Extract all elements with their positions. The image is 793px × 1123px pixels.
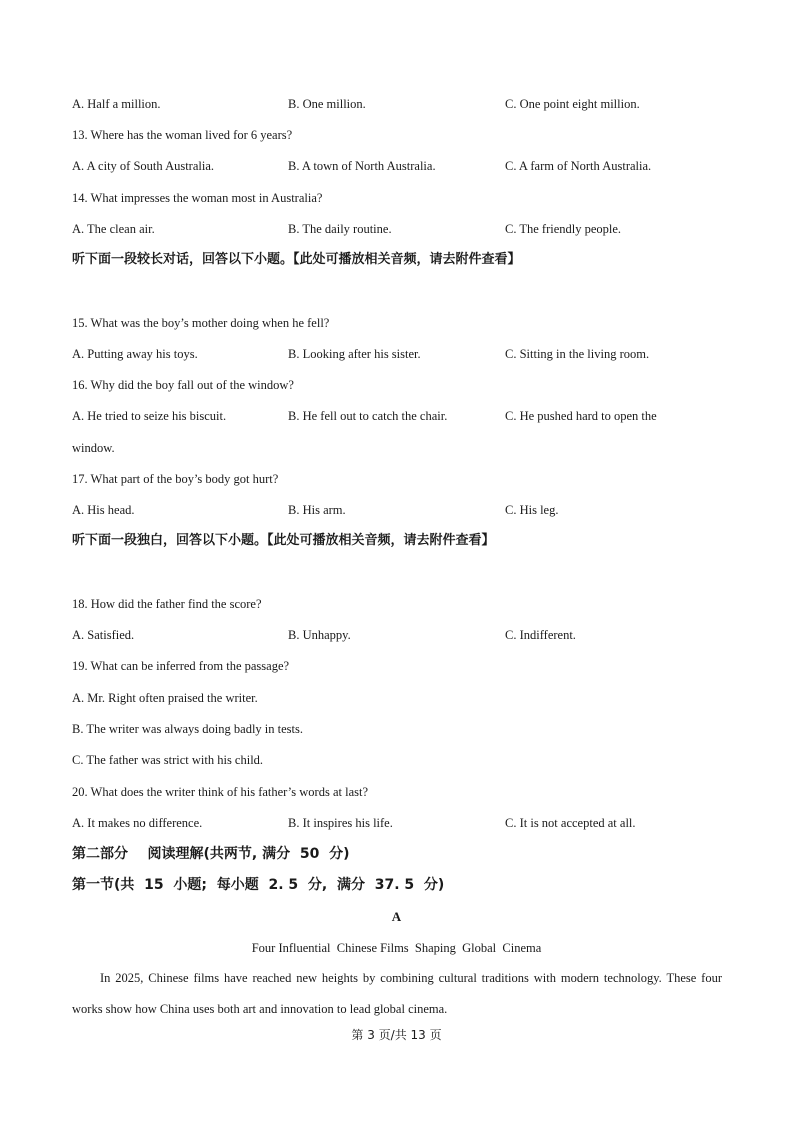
q12-option-b: B. One million.: [288, 97, 366, 111]
listening-instruction-2: 听下面一段独白，回答以下小题。【此处可播放相关音频，请去附件查看】: [72, 533, 495, 548]
passage-letter: A: [391, 909, 402, 924]
passage-title: Four Influential Chinese Films Shaping Global Cinema: [251, 941, 542, 955]
q14-option-c: C. The friendly people.: [505, 222, 622, 236]
q15-option-a: A. Putting away his toys.: [72, 347, 198, 361]
q14-option-b: B. The daily routine.: [288, 222, 392, 236]
page-footer: 第 3 页/共 13 页: [351, 1028, 442, 1042]
q16-option-b: B. He fell out to catch the chair.: [288, 409, 448, 423]
section-one-heading: 第一节(共 15 小题; 每小题 2. 5 分, 满分 37. 5 分): [72, 877, 445, 893]
q19-option-c: C. The father was strict with his child.: [72, 753, 264, 767]
q20-option-c: C. It is not accepted at all.: [505, 816, 636, 830]
passage-paragraph-1: In 2025, Chinese films have reached new heights by combining cultural traditions with modern technology. These four works show how China uses both art and innovation to lead global cinema.: [72, 971, 722, 1016]
q20-option-a: A. It makes no difference.: [72, 816, 203, 830]
question-18: 18. How did the father find the score?: [72, 597, 262, 611]
q17-option-a: A. His head.: [72, 503, 135, 517]
q16-option-a: A. He tried to seize his biscuit.: [72, 409, 227, 423]
question-17: 17. What part of the boy’s body got hurt?: [72, 472, 279, 486]
q12-option-c: C. One point eight million.: [505, 97, 640, 111]
q18-option-c: C. Indifferent.: [505, 628, 576, 642]
q19-option-a: A. Mr. Right often praised the writer.: [72, 691, 258, 705]
q15-option-c: C. Sitting in the living room.: [505, 347, 650, 361]
part-two-heading: 第二部分 阅读理解(共两节, 满分 50 分): [72, 846, 350, 862]
q17-option-b: B. His arm.: [288, 503, 346, 517]
question-15: 15. What was the boy’s mother doing when he fell?: [72, 316, 330, 330]
q16-option-c: C. He pushed hard to open the: [505, 409, 657, 423]
q15-option-b: B. Looking after his sister.: [288, 347, 421, 361]
question-20: 20. What does the writer think of his father’s words at last?: [72, 785, 368, 799]
q13-option-c: C. A farm of North Australia.: [505, 159, 652, 173]
q20-option-b: B. It inspires his life.: [288, 816, 393, 830]
question-19: 19. What can be inferred from the passage?: [72, 659, 290, 673]
q13-option-b: B. A town of North Australia.: [288, 159, 436, 173]
q19-option-b: B. The writer was always doing badly in tests.: [72, 722, 303, 736]
q17-option-c: C. His leg.: [505, 503, 559, 517]
q16-option-c-continued: window.: [72, 441, 115, 455]
question-16: 16. Why did the boy fall out of the window?: [72, 378, 294, 392]
q13-option-a: A. A city of South Australia.: [72, 159, 215, 173]
q18-option-b: B. Unhappy.: [288, 628, 351, 642]
question-14: 14. What impresses the woman most in Australia?: [72, 191, 323, 205]
q18-option-a: A. Satisfied.: [72, 628, 135, 642]
q14-option-a: A. The clean air.: [72, 222, 155, 236]
listening-instruction-1: 听下面一段较长对话，回答以下小题。【此处可播放相关音频，请去附件查看】: [72, 252, 521, 267]
q12-option-a: A. Half a million.: [72, 97, 161, 111]
question-13: 13. Where has the woman lived for 6 years?: [72, 128, 293, 142]
